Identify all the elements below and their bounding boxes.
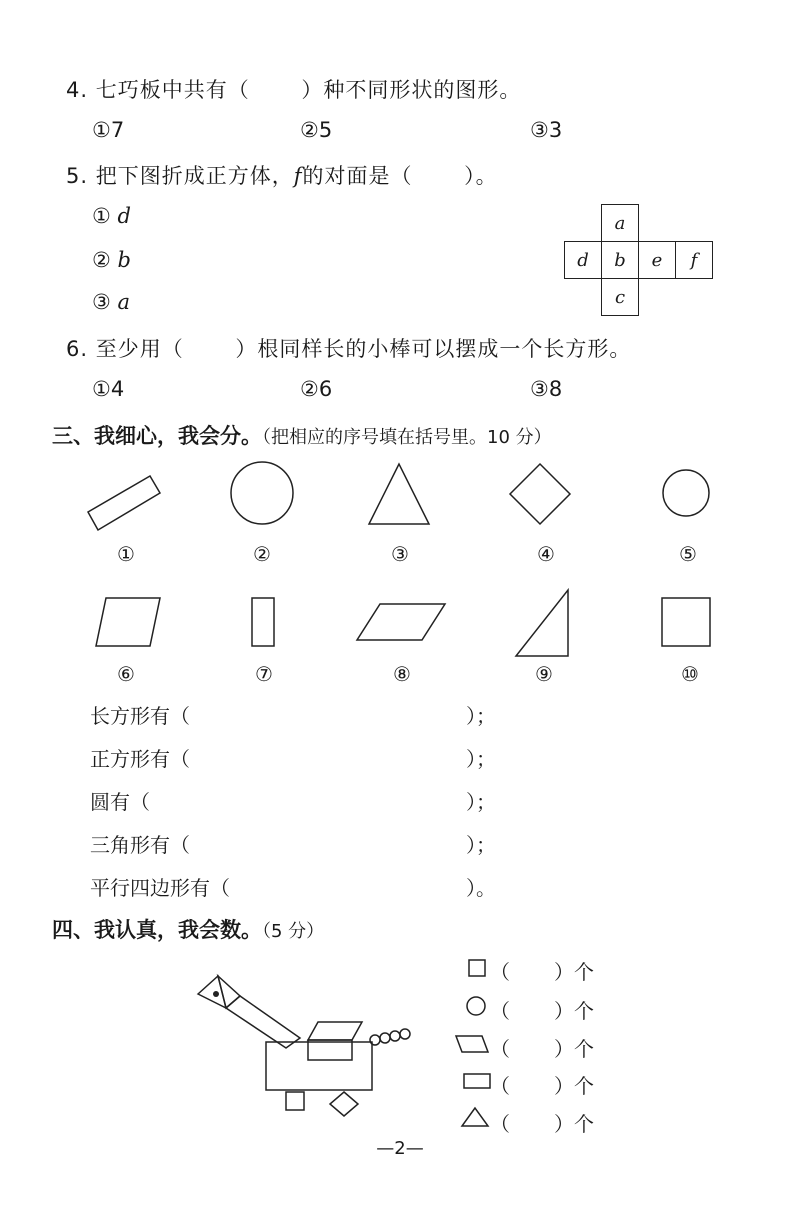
- shape-label-5: ⑤: [679, 542, 697, 566]
- count-triangle-open: （: [490, 1112, 510, 1136]
- horse-body-rectangle: [266, 1042, 372, 1090]
- classify-triangle-end: ）；: [466, 833, 496, 857]
- q6-option-1: ①4: [92, 377, 125, 401]
- section-3-note: （把相应的序号填在括号里。10 分）: [262, 427, 552, 448]
- classify-square-label: 正方形有（: [90, 747, 190, 771]
- question-6: 6. 至少用（ ）根同样长的小棒可以摆成一个长方形。: [66, 337, 632, 361]
- q6-option-3: ③8: [530, 377, 563, 401]
- horse-neck-parallelogram: [226, 996, 300, 1048]
- horse-saddle-parallelogram: [308, 1022, 362, 1040]
- shape-label-3: ③: [391, 542, 409, 566]
- q4-option-3: ③3: [530, 118, 563, 142]
- count-square-close: ）个: [554, 960, 594, 984]
- classify-rectangle-end: ）；: [466, 704, 496, 728]
- q5-option-3: ③ a: [92, 290, 131, 314]
- tail-circle-2: [380, 1033, 390, 1043]
- net-cell-d: d: [565, 242, 602, 279]
- classify-parallelogram-end: ）。: [466, 876, 496, 900]
- shape-label-10: ⑩: [681, 662, 699, 686]
- circle-icon: [467, 997, 485, 1015]
- q6-option-2: ②6: [300, 377, 333, 401]
- q5-text-b: 的对面是（ ）。: [302, 164, 498, 188]
- rectangle-icon: [464, 1074, 490, 1088]
- shape-label-2: ②: [253, 542, 271, 566]
- horse-leg-square: [286, 1092, 304, 1110]
- q4-option-2: ②5: [300, 118, 333, 142]
- section-4-title: 四、我认真，我会数。（5 分）: [52, 918, 325, 942]
- net-cell-b: b: [602, 242, 639, 279]
- section-3-title: 三、我细心，我会分。（把相应的序号填在括号里。10 分）: [52, 424, 552, 448]
- classify-circle-end: ）；: [466, 790, 496, 814]
- count-triangle-close: ）个: [554, 1112, 594, 1136]
- count-parallelogram-open: （: [490, 1037, 510, 1061]
- classify-rectangle-label: 长方形有（: [90, 704, 190, 728]
- horse-saddle-rectangle: [308, 1040, 352, 1060]
- question-4: 4. 七巧板中共有（ ）种不同形状的图形。: [66, 78, 522, 102]
- horse-head-triangle-2: [218, 976, 240, 1008]
- classify-triangle-label: 三角形有（: [90, 833, 190, 857]
- shape-label-9: ⑨: [535, 662, 553, 686]
- classify-circle-label: 圆有（: [90, 790, 150, 814]
- q5-text-a: 5. 把下图折成正方体，: [66, 164, 294, 188]
- q5-var: f: [293, 164, 303, 188]
- square-icon: [469, 960, 485, 976]
- classify-parallelogram-label: 平行四边形有（: [90, 876, 230, 900]
- tail-circle-3: [390, 1031, 400, 1041]
- net-cell-top: a: [602, 205, 639, 242]
- horse-eye: [213, 991, 219, 997]
- horse-leg-diamond: [330, 1092, 358, 1116]
- tail-circle-1: [370, 1035, 380, 1045]
- count-rectangle-close: ）个: [554, 1074, 594, 1098]
- shape-label-8: ⑧: [393, 662, 411, 686]
- shape-label-4: ④: [537, 542, 555, 566]
- net-cell-f: f: [676, 242, 713, 279]
- count-parallelogram-close: ）个: [554, 1037, 594, 1061]
- q4-option-1: ①7: [92, 118, 125, 142]
- tail-circle-4: [400, 1029, 410, 1039]
- triangle-icon: [462, 1108, 488, 1126]
- section-4-note: （5 分）: [262, 921, 325, 942]
- net-cell-e: e: [639, 242, 676, 279]
- classify-square-end: ）；: [466, 747, 496, 771]
- count-circle-close: ）个: [554, 999, 594, 1023]
- shape-label-7: ⑦: [255, 662, 273, 686]
- count-circle-open: （: [490, 999, 510, 1023]
- page-number: —2—: [376, 1138, 424, 1159]
- count-square-open: （: [490, 960, 510, 984]
- count-rectangle-open: （: [490, 1074, 510, 1098]
- q5-option-1: ① d: [92, 204, 131, 228]
- shape-label-6: ⑥: [117, 662, 135, 686]
- parallelogram-icon: [456, 1036, 488, 1052]
- q5-option-2: ② b: [92, 248, 131, 272]
- shape-label-1: ①: [117, 542, 135, 566]
- net-cell-bottom: c: [602, 279, 639, 316]
